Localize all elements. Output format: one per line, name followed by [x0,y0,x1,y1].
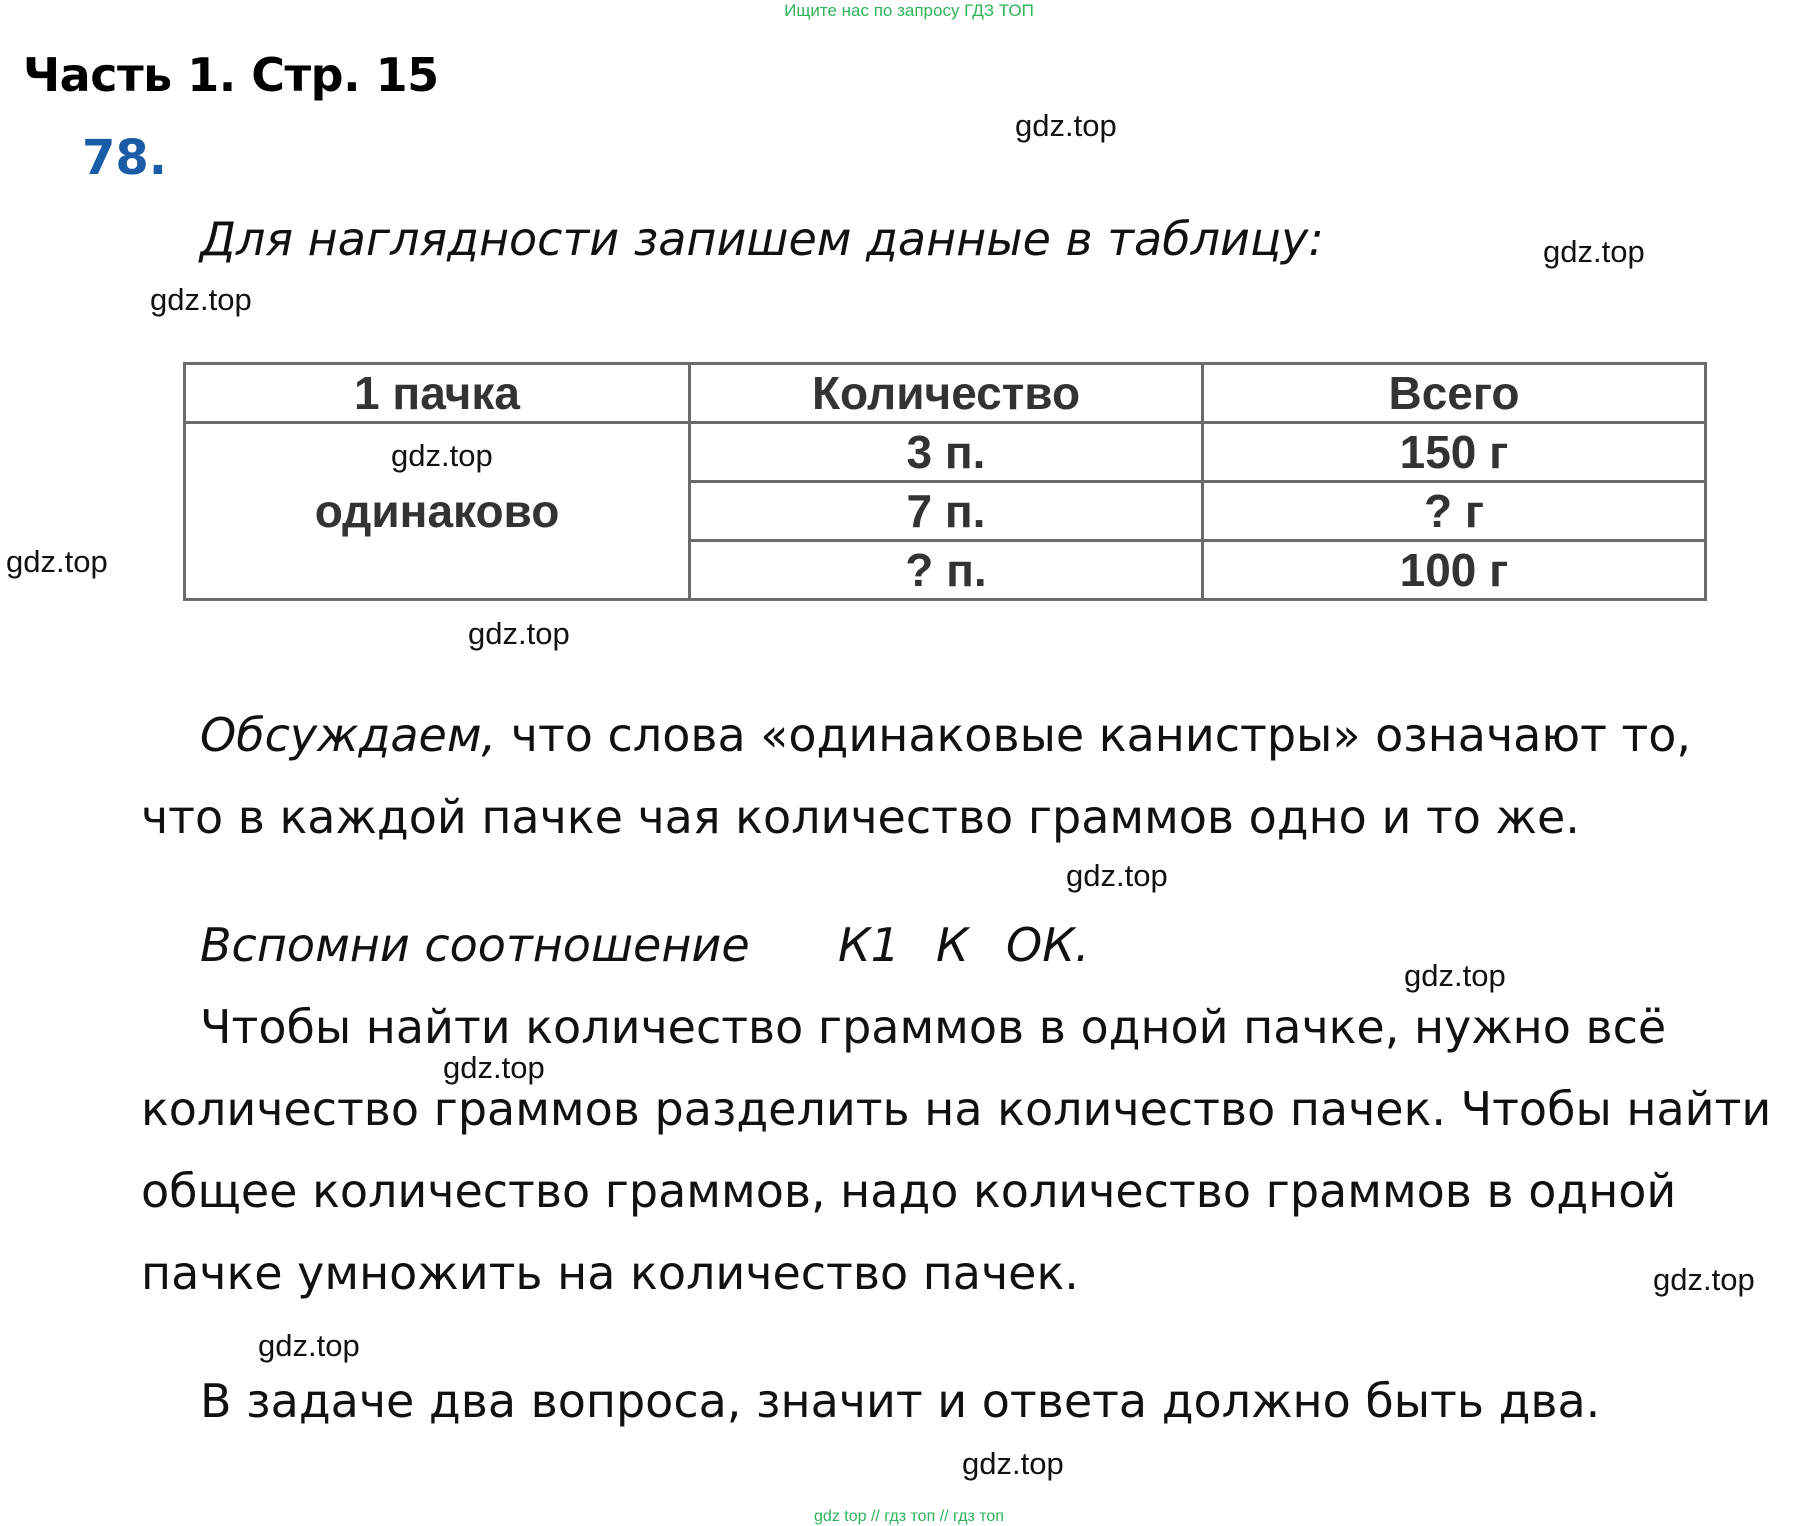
watermark: gdz.top [1066,858,1168,893]
paragraph2-line4: пачке умножить на количество пачек. [141,1246,1079,1300]
merged-cell: одинаково [185,423,690,600]
paragraph1-line2: что в каждой пачке чая количество граммов одно и то же. [141,790,1580,844]
paragraph2-line3: общее количество граммов, надо количество граммов в одной [141,1164,1677,1218]
header-pack: 1 пачка [185,364,690,423]
conclusion-text: В задаче два вопроса, значит и ответа должно быть два. [200,1374,1601,1428]
paragraph2-line2: количество граммов разделить на количество пачек. Чтобы найти [141,1082,1772,1136]
header-quantity: Количество [690,364,1203,423]
watermark: gdz.top [1015,108,1117,143]
quantity-cell: 7 п. [690,482,1203,541]
watermark: gdz.top [443,1050,545,1085]
watermark: gdz.top [1543,234,1645,269]
search-note: Ищите нас по запросу ГДЗ ТОП [784,1,1034,20]
watermark: gdz.top [6,544,108,579]
quantity-cell: ? п. [690,541,1203,600]
footer: gdz top // гдз топ // гдз топ [814,1508,1004,1525]
watermark: gdz.top [258,1328,360,1363]
page-heading: Часть 1. Стр. 15 [23,48,439,102]
paragraph1-line1 [200,708,1691,762]
watermark: gdz.top [1653,1262,1755,1297]
watermark: gdz.top [150,282,252,317]
data-table [183,362,1707,601]
task-number: 78. [82,130,168,186]
paragraph2-line1: Чтобы найти количество граммов в одной пачке, нужно всё [200,1000,1667,1054]
paragraph1-italic: Обсуждаем, [200,708,497,762]
paragraph1-rest: что слова «одинаковые канистры» означают то, [496,708,1692,762]
relation-ok: ОК. [1006,918,1090,972]
total-cell: 100 г [1203,541,1706,600]
header-total: Всего [1203,364,1706,423]
watermark: gdz.top [468,616,570,651]
watermark: gdz.top [962,1446,1064,1481]
quantity-cell: 3 п. [690,423,1203,482]
watermark: gdz.top [1404,958,1506,993]
intro-text: Для наглядности запишем данные в таблицу: [200,212,1324,266]
relation-k1: К1 [838,918,900,972]
relation-label: Вспомни соотношение [200,918,750,972]
total-cell: ? г [1203,482,1706,541]
relation-k: К [936,918,969,972]
watermark: gdz.top [391,438,493,473]
table-header-row [185,364,1706,423]
total-cell: 150 г [1203,423,1706,482]
